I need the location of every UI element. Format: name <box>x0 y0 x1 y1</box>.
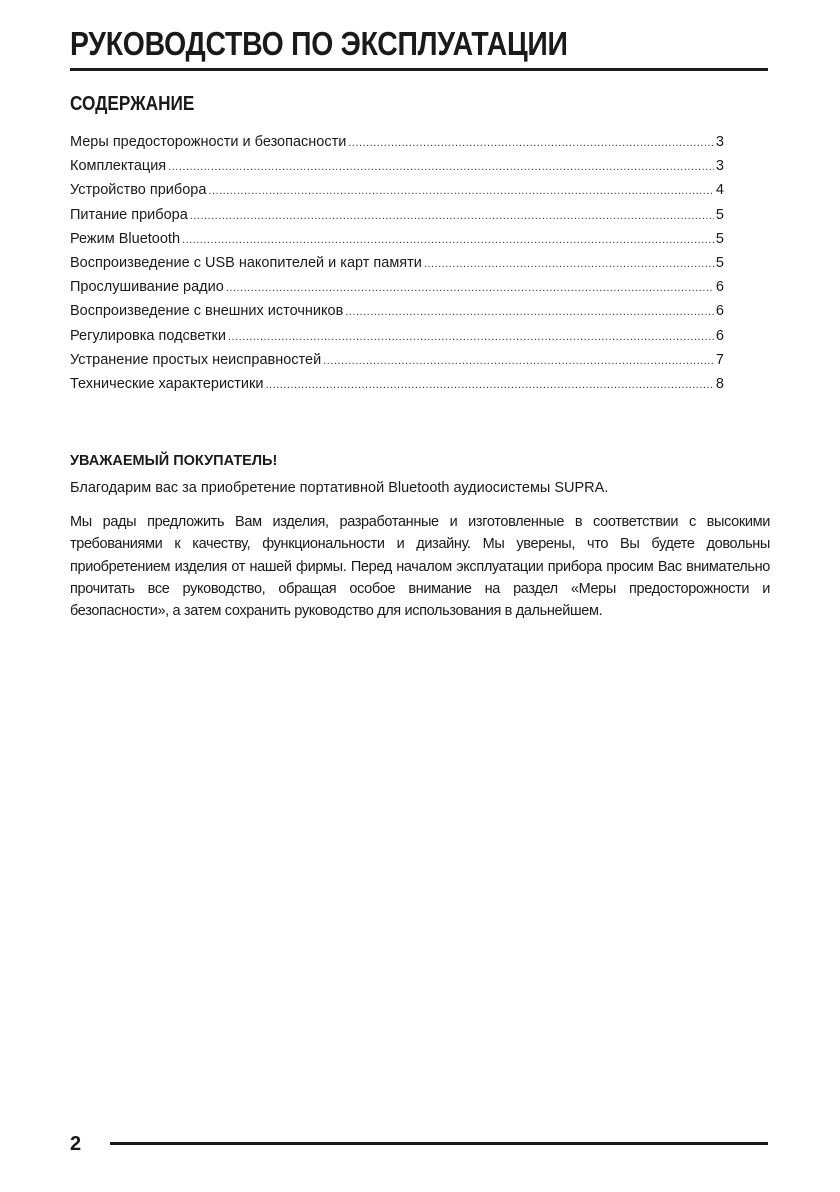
toc-item-page: 7 <box>715 351 724 368</box>
toc-leader-dots <box>345 300 714 324</box>
toc-item[interactable] <box>70 299 724 323</box>
toc-item[interactable] <box>70 275 724 299</box>
toc-item-label: Комплектация <box>70 158 167 175</box>
toc-leader-dots <box>424 252 714 276</box>
toc-item[interactable] <box>70 227 724 251</box>
toc-item-page: 6 <box>715 279 724 296</box>
toc-leader-dots <box>190 204 714 228</box>
toc-item-page: 5 <box>715 254 724 271</box>
toc-heading: СОДЕРЖАНИЕ <box>70 93 195 115</box>
toc-item-page: 5 <box>715 206 724 223</box>
toc-item-label: Воспроизведение с USB накопителей и карт памяти <box>70 254 422 271</box>
toc-leader-dots <box>228 325 714 349</box>
toc-item-label: Регулировка подсветки <box>70 327 226 344</box>
toc-item-page: 4 <box>715 182 724 199</box>
toc-item[interactable] <box>70 203 724 227</box>
toc-item-page: 6 <box>715 327 724 344</box>
toc-leader-dots <box>265 373 713 397</box>
toc-leader-dots <box>226 276 714 300</box>
toc-item-label: Устройство прибора <box>70 182 207 199</box>
toc-item[interactable] <box>70 372 724 396</box>
intro-paragraph: Мы рады предложить Вам изделия, разработанные и изготовленные в соответствии с высокими требованиями к качеству, функциональности и дизайну. Мы уверены, что Вы будете довольны приобретением изделия от нашей фирмы. Перед началом эксплуатации прибора просим Вас внимательно прочитать все руководство, обращая особое внимание на раздел «Меры предосторожности и безопасности», а затем сохранить руководство для использования в дальнейшем. <box>70 514 770 620</box>
toc-item-page: 5 <box>715 230 724 247</box>
toc-leader-dots <box>208 179 714 203</box>
toc-leader-dots <box>168 155 714 179</box>
footer-rule <box>110 1142 768 1145</box>
toc-item[interactable] <box>70 348 724 372</box>
toc-item-label: Технические характеристики <box>70 375 264 392</box>
toc-item-page: 6 <box>715 303 724 320</box>
toc-item[interactable] <box>70 251 724 275</box>
greeting-heading: УВАЖАЕМЫЙ ПОКУПАТЕЛЬ! <box>70 453 278 469</box>
toc-item-label: Воспроизведение с внешних источников <box>70 303 344 320</box>
page-title: РУКОВОДСТВО ПО ЭКСПЛУАТАЦИИ <box>70 25 568 62</box>
toc-item-label: Питание прибора <box>70 206 188 223</box>
toc-leader-dots <box>323 349 714 373</box>
title-rule <box>70 68 768 71</box>
toc-item-label: Меры предосторожности и безопасности <box>70 134 347 150</box>
toc-item-label: Режим Bluetooth <box>70 230 181 247</box>
toc-item[interactable] <box>70 324 724 348</box>
toc-leader-dots <box>348 131 714 155</box>
toc-item-page: 3 <box>715 158 724 175</box>
toc-leader-dots <box>182 228 714 252</box>
page-number: 2 <box>70 1133 82 1155</box>
table-of-contents <box>70 130 724 396</box>
toc-item-page: 3 <box>715 134 724 150</box>
toc-item[interactable] <box>70 130 724 154</box>
toc-item-page: 8 <box>715 375 724 392</box>
toc-item-label: Устранение простых неисправностей <box>70 351 322 368</box>
toc-item[interactable] <box>70 154 724 178</box>
toc-item[interactable] <box>70 178 724 202</box>
thanks-paragraph: Благодарим вас за приобретение портативной Bluetooth аудиосистемы SUPRA. <box>70 480 609 496</box>
toc-item-label: Прослушивание радио <box>70 279 224 296</box>
